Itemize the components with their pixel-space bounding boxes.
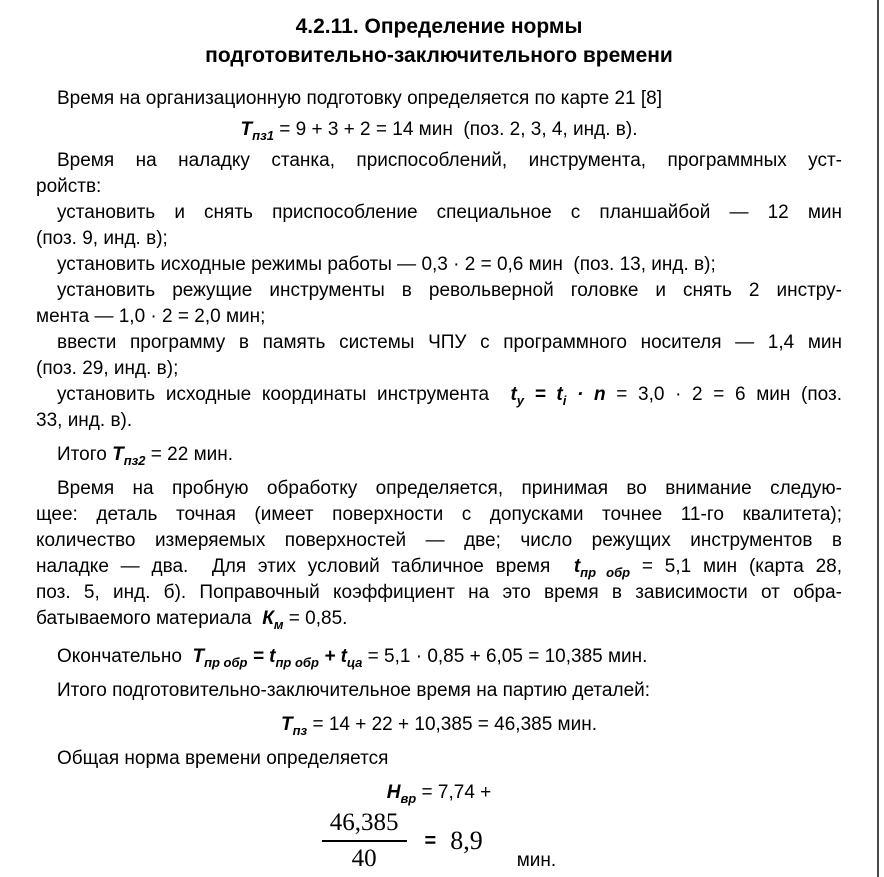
fraction-numerator: 46,385 [322,808,407,842]
var-K-m-subscript: м [273,616,284,632]
item-install-fixture-line2: (поз. 9, инд. в); [36,228,168,249]
item-set-coordinates-line2: 33, инд. в). [36,410,133,431]
paragraph-trial-line4-text: наладке — два. Для этих условий табличное время [36,556,574,577]
paragraph-trial-line5: поз. 5, инд. б). Поправочный коэффициент на это время в зависимости от обра- [36,582,842,603]
formula-tpz1-rhs: = 9 + 3 + 2 = 14 мин (поз. 2, 3, 4, инд. в). [273,119,638,140]
paragraph-trial-line4-rhs: = 5,1 мин (карта 28, [630,556,842,577]
paragraph-trial-line3: количество измеряемых поверхностей — две; число режущих инструментов в [36,530,842,551]
page-right-border-line [877,0,879,877]
formula-tpz-total [36,712,842,738]
var-T-pz1: Т [240,119,253,140]
final-t-pr-obr-value: = 5,1 · 0,85 + 6,05 = 10,385 мин. [362,646,648,667]
final-label: Окончательно [57,646,193,667]
plus-sign: + [318,646,341,667]
item-install-tools-line2: мента — 1,0 · 2 = 2,0 мин; [36,306,266,327]
total-tpz2-value: = 22 мин. [145,444,234,465]
item-set-coordinates-text: установить исходные координаты инструмента [57,384,511,405]
var-t-i-subscript: i [562,392,567,408]
var-T-pz2-subscript: пз2 [123,452,146,468]
item-set-modes: установить исходные режимы работы — 0,3 · 2 = 0,6 мин (поз. 13, инд. в); [57,254,716,275]
final-t-pr-obr [36,644,842,670]
total-tpz2-label: Итого [57,444,113,465]
fraction [322,808,407,874]
formula-tpz-total-rhs: = 14 + 22 + 10,385 = 46,385 мин. [307,714,598,735]
paragraph-trial-line6-value: = 0,85. [283,608,348,629]
section-title [36,12,842,70]
item-load-program-line1: ввести программу в память системы ЧПУ с программного носителя — 1,4 мин [57,332,842,353]
var-T-pr-obr: Т [192,646,205,667]
var-t-pr-obr-subscript: пр обр [580,564,631,580]
var-t-pr-obr: t [573,556,581,577]
result-unit: мин. [516,850,557,871]
paragraph-total-batch: Итого подготовительно-заключительное время на партию деталей: [57,680,651,701]
item-load-program-line2: (поз. 29, инд. в); [36,358,179,379]
var-T-pz1-subscript: пз1 [252,127,274,143]
total-tpz2 [36,442,842,468]
section-title-line1: 4.2.11. Определение нормы [295,15,583,38]
var-t-tsa-subscript: ца [346,654,363,670]
var-t-tsa: t [340,646,347,667]
equals-sign: = [424,829,437,852]
formula-nvr-line1-rhs: = 7,74 + [416,782,492,803]
paragraph-setup-line2: ройств: [36,176,102,197]
paragraph-trial-line2: щее: деталь точная (имеет поверхности с допусками точнее 11-го квалитета); [36,504,842,525]
formula-nvr-line1 [36,780,842,806]
section-title-line2: подготовительно-заключительного времени [205,44,673,67]
var-T-pz2: Т [112,444,124,465]
paragraph-trial-line6 [36,606,842,632]
var-t-pr-obr2-subscript: пр обр [275,654,319,670]
var-T-pr-obr-subscript: пр обр [204,654,248,670]
paragraph-setup-line1: Время на наладку станка, приспособлений, инструмента, программных уст- [57,150,842,171]
item-install-tools-line1: установить режущие инструменты в револьверной головке и снять 2 инстру- [57,280,842,301]
multiply-dot: · [566,384,594,405]
paragraph-trial-line1: Время на пробную обработку определяется, принимая во внимание следую- [57,478,842,499]
paragraph-total-norm: Общая норма времени определяется [57,748,389,769]
equals-sign: = [247,646,270,667]
result-value: 8,9 [450,826,483,855]
paragraph-trial-line6-text: батываемого материала [36,608,263,629]
var-N-vr-subscript: вр [400,790,417,806]
item-install-fixture-line1: установить и снять приспособление специальное с планшайбой — 12 мин [57,202,842,223]
var-T-pz: Т [280,714,293,735]
var-t-u: t [510,384,517,405]
fraction-denominator: 40 [351,845,377,872]
paragraph-trial-line4 [36,554,842,580]
item-set-coordinates-line1 [36,382,842,408]
equals-sign: = [524,384,557,405]
formula-tpz1 [36,117,842,143]
var-N-vr: Н [386,782,401,803]
formula-nvr-fraction-row [36,808,842,874]
var-t-pr-obr2: t [269,646,276,667]
paragraph-org-preparation: Время на организационную подготовку определяется по карте 21 [8] [57,88,663,109]
item-set-coordinates-rhs: = 3,0 · 2 = 6 мин (поз. [605,384,843,405]
var-t-i: t [556,384,563,405]
var-T-pz-subscript: пз [292,722,308,738]
var-t-u-subscript: у [516,392,524,408]
var-n: n [594,384,606,405]
var-K-m: К [262,608,274,629]
